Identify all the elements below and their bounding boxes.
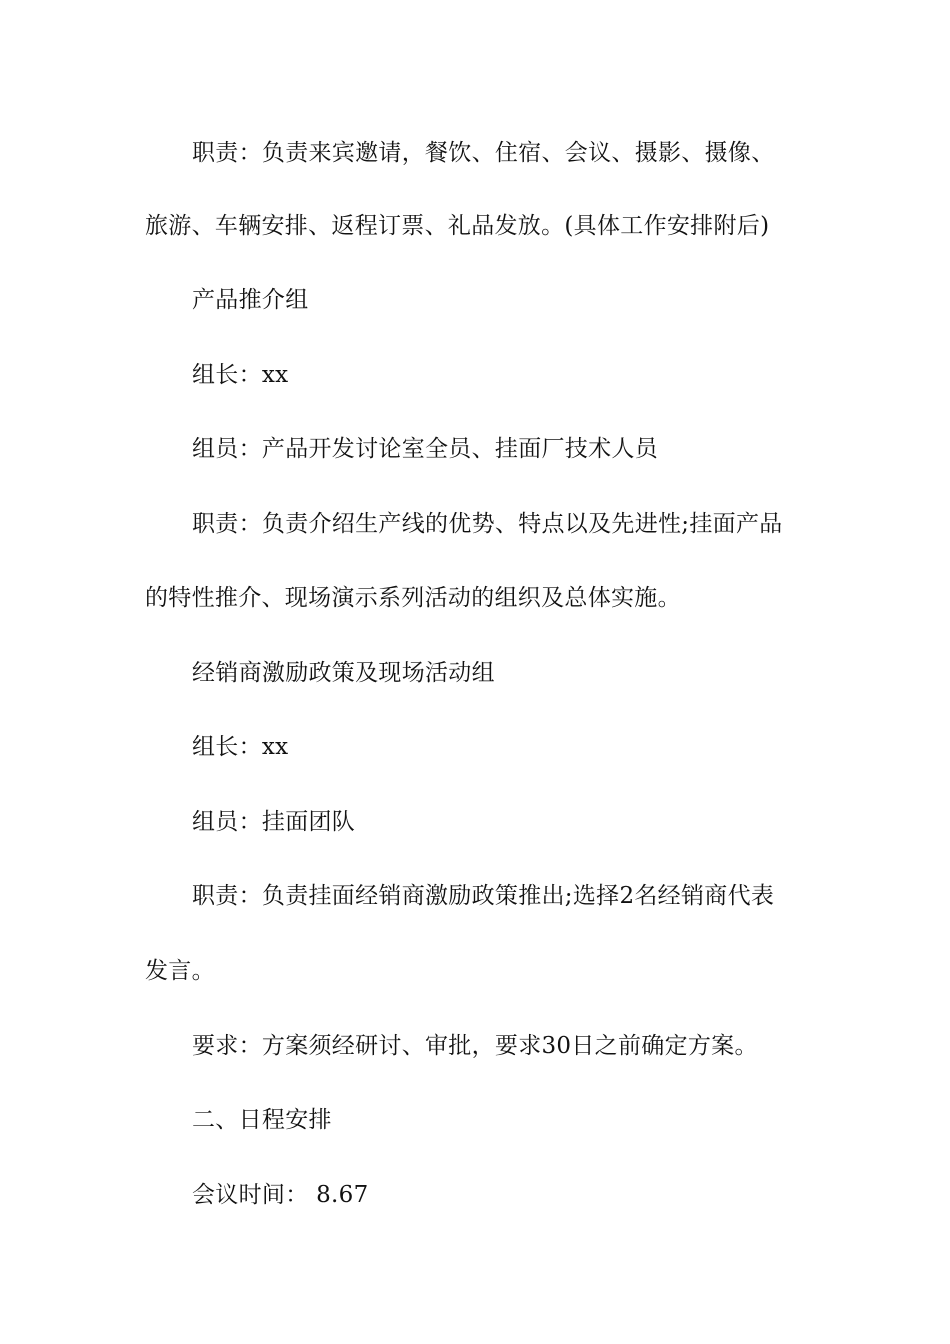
paragraph-line: 组员：产品开发讨论室全员、挂面厂技术人员	[192, 436, 658, 462]
paragraph-line: 的特性推介、现场演示系列活动的组织及总体实施。	[145, 585, 681, 611]
section-heading: 产品推介组	[192, 287, 309, 313]
paragraph-line: 组长：xx	[192, 362, 289, 388]
section-heading: 二、日程安排	[192, 1107, 332, 1133]
paragraph-line: 要求：方案须经研讨、审批，要求30日之前确定方案。	[192, 1033, 758, 1059]
section-heading: 经销商激励政策及现场活动组	[192, 660, 495, 686]
paragraph-line: 发言。	[145, 958, 215, 984]
paragraph-line: 旅游、车辆安排、返程订票、礼品发放。(具体工作安排附后)	[145, 213, 770, 239]
paragraph-line: 组长：xx	[192, 734, 289, 760]
paragraph-line: 职责：负责来宾邀请，餐饮、住宿、会议、摄影、摄像、	[192, 140, 775, 166]
paragraph-line: 职责：负责介绍生产线的优势、特点以及先进性;挂面产品	[192, 511, 783, 537]
paragraph-line: 会议时间： 8.67	[192, 1182, 369, 1208]
paragraph-line: 组员：挂面团队	[192, 809, 356, 835]
paragraph-line: 职责：负责挂面经销商激励政策推出;选择2名经销商代表	[192, 883, 775, 909]
